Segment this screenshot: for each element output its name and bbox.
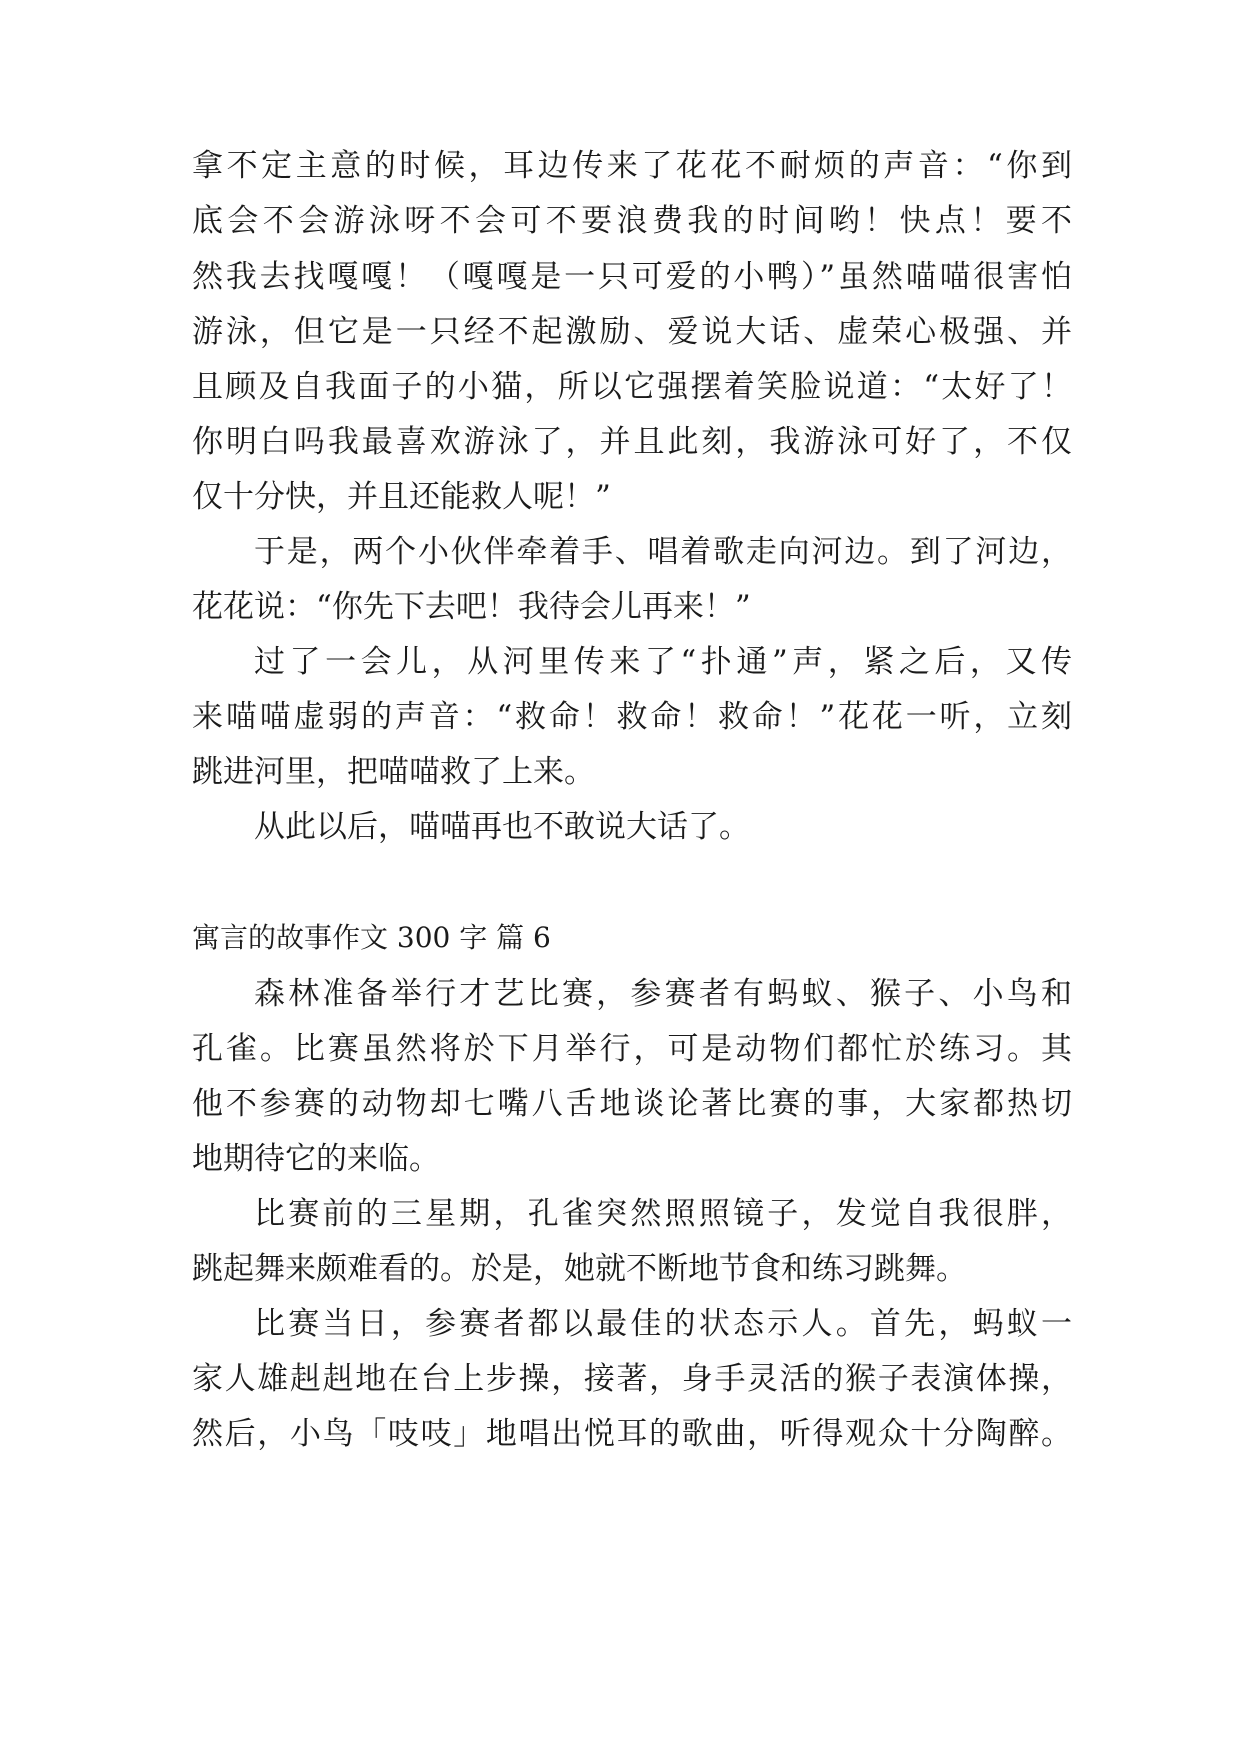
- paragraph-line: 家人雄赳赳地在台上步操，接著，身手灵活的猴子表演体操，: [192, 1361, 1072, 1397]
- paragraph-line: 他不参赛的动物却七嘴八舌地谈论著比赛的事，大家都热切: [192, 1086, 1072, 1122]
- paragraph-line: 过了一会儿，从河里传来了“扑通”声，紧之后，又传: [254, 644, 1072, 680]
- paragraph-line: 地期待它的来临。: [192, 1141, 440, 1177]
- paragraph-line: 拿不定主意的时候，耳边传来了花花不耐烦的声音：“你到: [192, 148, 1072, 184]
- paragraph-line: 你明白吗我最喜欢游泳了，并且此刻，我游泳可好了，不仅: [192, 424, 1072, 460]
- paragraph-line: 从此以后，喵喵再也不敢说大话了。: [254, 809, 750, 845]
- paragraph-line: 森林准备举行才艺比赛，参赛者有蚂蚁、猴子、小鸟和: [254, 976, 1072, 1012]
- paragraph-line: 比赛前的三星期，孔雀突然照照镜子，发觉自我很胖，: [254, 1196, 1072, 1232]
- paragraph-line: 孔雀。比赛虽然将於下月举行，可是动物们都忙於练习。其: [192, 1031, 1072, 1067]
- paragraph-line: 花花说：“你先下去吧！我待会儿再来！”: [192, 589, 751, 625]
- paragraph-line: 跳进河里，把喵喵救了上来。: [192, 754, 595, 790]
- paragraph-line: 游泳，但它是一只经不起激励、爱说大话、虚荣心极强、并: [192, 314, 1072, 350]
- paragraph-line: 比赛当日，参赛者都以最佳的状态示人。首先，蚂蚁一: [254, 1306, 1072, 1342]
- paragraph-line: 仅十分快，并且还能救人呢！”: [192, 479, 611, 515]
- paragraph-line: 来喵喵虚弱的声音：“救命！救命！救命！”花花一听，立刻: [192, 699, 1072, 735]
- paragraph-line: 然后，小鸟「吱吱」地唱出悦耳的歌曲，听得观众十分陶醉。: [192, 1416, 1072, 1452]
- paragraph-line: 底会不会游泳呀不会可不要浪费我的时间哟！快点！要不: [192, 203, 1072, 239]
- paragraph-line: 然我去找嘎嘎！（嘎嘎是一只可爱的小鸭）”虽然喵喵很害怕: [192, 259, 1072, 295]
- paragraph-line: 且顾及自我面子的小猫，所以它强摆着笑脸说道：“太好了！: [192, 369, 1072, 405]
- section-heading: 寓言的故事作文 300 字 篇 6: [192, 921, 551, 954]
- paragraph-line: 跳起舞来颇难看的。於是，她就不断地节食和练习跳舞。: [192, 1251, 967, 1287]
- paragraph-line: 于是，两个小伙伴牵着手、唱着歌走向河边。到了河边，: [254, 534, 1072, 570]
